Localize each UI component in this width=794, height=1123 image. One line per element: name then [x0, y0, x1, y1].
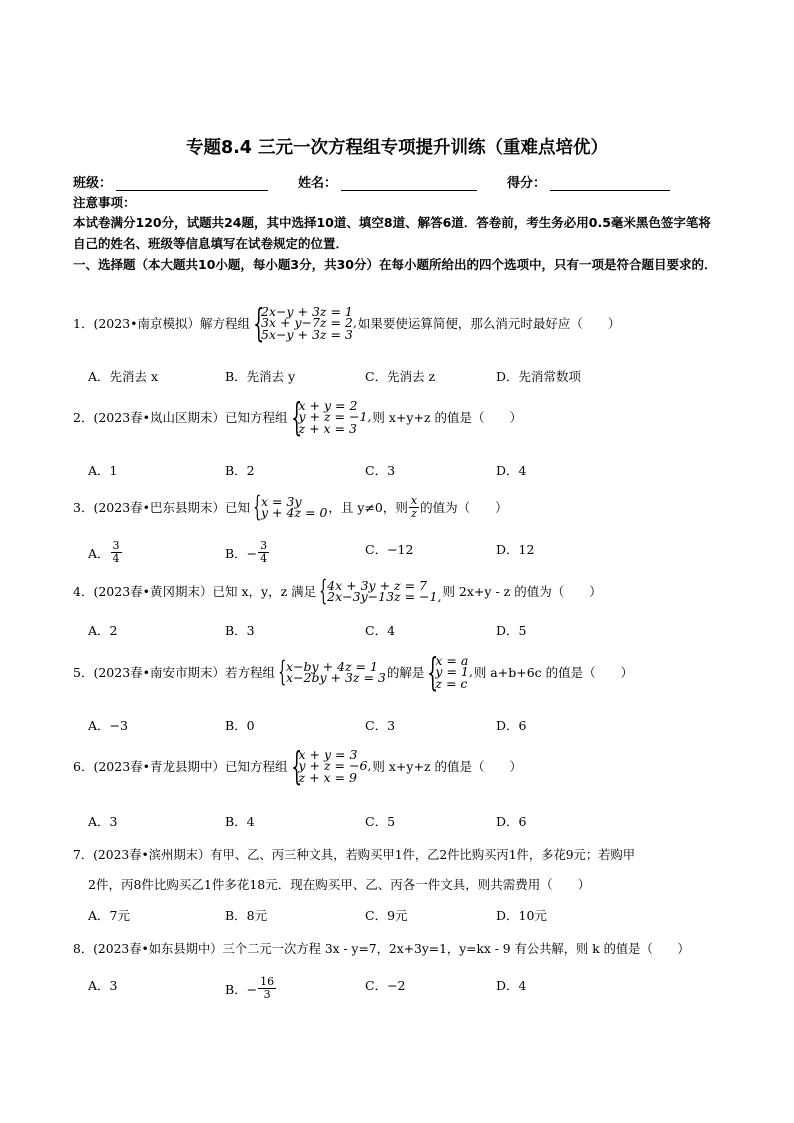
option-a[interactable]: A．先消去 x [88, 369, 159, 384]
question-stem: 6．(2023春•青龙县期中）已知方程组 [73, 759, 288, 774]
fraction-numerator: 3 [112, 539, 120, 552]
student-info-line [73, 172, 723, 192]
score-label: 得分： [507, 176, 547, 191]
equation: 2x−3y−13z = −1, [327, 589, 442, 604]
options-q2 [88, 461, 728, 481]
option-c[interactable]: C．−12 [365, 542, 414, 557]
option-label: A． [88, 545, 110, 561]
option-b[interactable]: B．8元 [225, 908, 268, 923]
fraction [258, 540, 269, 565]
question-tail: 则 x+y+z 的值是（ ） [372, 410, 522, 425]
option-d[interactable]: D．12 [496, 542, 535, 557]
brace-icon: { [253, 490, 262, 523]
option-label: B．− [225, 545, 258, 561]
option-a[interactable] [88, 540, 123, 565]
option-d[interactable]: D．4 [496, 463, 527, 478]
options-q5 [88, 716, 728, 736]
fraction-denominator: 4 [112, 552, 120, 565]
fraction [111, 540, 122, 565]
equation: y + 4z = 0 [261, 505, 328, 520]
question-stem: 1．(2023•南京模拟）解方程组 [73, 316, 251, 331]
equation-system [289, 395, 372, 439]
equation: 3x + y−7z = 2, [261, 315, 357, 331]
option-b[interactable]: B．2 [225, 463, 255, 478]
option-b[interactable]: B．先消去 y [225, 369, 296, 384]
equation: x = 3y [261, 493, 302, 509]
fraction-x-over-z [409, 495, 419, 520]
equation: y + z = −1, [298, 409, 372, 425]
brace-icon: { [427, 650, 439, 694]
option-c[interactable]: C．3 [365, 463, 396, 478]
page-title: 专题8.4 三元一次方程组专项提升训练（重难点培优） [185, 138, 609, 158]
option-a[interactable]: A．3 [88, 814, 118, 829]
option-c[interactable]: C．4 [365, 623, 396, 638]
equation-system [317, 574, 442, 607]
question-tail: 则 x+y+z 的值是（ ） [372, 759, 522, 774]
name-label: 姓名： [298, 176, 338, 191]
question-mid: ，且 y≠0，则 [328, 500, 408, 515]
equation: x + y = 3 [298, 746, 358, 762]
options-q4 [88, 621, 728, 641]
option-a[interactable]: A．2 [88, 623, 118, 638]
notice-heading: 注意事项： [73, 195, 136, 210]
equation: x + y = 2 [298, 397, 358, 413]
equation-system [251, 301, 357, 345]
option-a[interactable]: A．1 [88, 463, 118, 478]
options-q1 [88, 367, 728, 387]
question-3 [73, 490, 733, 523]
fraction-numerator: x [410, 493, 418, 507]
options-q3 [88, 539, 728, 565]
equation: y = 1, [435, 664, 473, 680]
option-d[interactable]: D．5 [496, 623, 527, 638]
option-a[interactable]: A．3 [88, 978, 118, 993]
equation: z = c [435, 675, 468, 691]
question-6 [73, 744, 733, 788]
option-b[interactable]: B．4 [225, 814, 255, 829]
class-label: 班级： [73, 176, 113, 191]
question-stem: 4．(2023春•黄冈期末）已知 x，y，z 满足 [73, 584, 317, 599]
equation: x = a [435, 652, 469, 668]
option-d[interactable]: D．10元 [496, 908, 547, 923]
brace-icon: { [290, 744, 302, 788]
section-heading: 一、选择题（本大题共10小题，每小题3分，共30分）在每小题所给出的四个选项中，只有一项是符合题目要求的． [73, 257, 717, 272]
class-blank[interactable] [116, 176, 268, 191]
option-d[interactable]: D．4 [496, 978, 527, 993]
option-a[interactable]: A．−3 [88, 718, 128, 733]
question-2 [73, 395, 733, 439]
fraction-numerator: 3 [260, 539, 268, 552]
solution-system [425, 650, 473, 694]
question-7-line-2: 2件，丙8件比购买乙1件多花18元．现在购买甲、乙、丙各一件文具，则共需费用（ ） [88, 877, 591, 892]
name-field[interactable] [298, 172, 477, 191]
question-tail: 则 2x+y - z 的值为（ ） [442, 584, 602, 599]
equation: x−2by + 3z = 3 [286, 670, 386, 685]
equation: 2x−y + 3z = 1 [261, 303, 353, 319]
brace-icon: { [253, 301, 265, 345]
brace-icon: { [319, 574, 328, 607]
option-b[interactable]: B．3 [225, 623, 255, 638]
option-b[interactable] [225, 976, 277, 1001]
fraction-denominator: z [411, 506, 417, 520]
question-tail: 则 a+b+6c 的值是（ ） [473, 665, 634, 680]
question-8: 8．(2023春•如东县期中）三个二元一次方程 3x - y=7，2x+3y=1，y=kx - 9 有公共解，则 k 的值是（ ） [73, 942, 690, 956]
name-blank[interactable] [341, 176, 477, 191]
equation-system [276, 655, 386, 688]
brace-icon: { [290, 395, 302, 439]
option-d[interactable]: D．6 [496, 814, 527, 829]
option-b[interactable]: B．0 [225, 718, 255, 733]
equation: 4x + 3y + z = 7 [327, 577, 427, 593]
fraction-denominator: 3 [263, 988, 271, 1001]
question-stem: 3．(2023春•巴东县期末）已知 [73, 500, 251, 515]
brace-icon: { [278, 655, 287, 688]
options-q7 [88, 906, 728, 926]
option-d[interactable]: D．先消常数项 [496, 369, 582, 384]
equation: y + z = −6, [298, 758, 372, 774]
notice-text: 本试卷满分120分，试题共24题，其中选择10道、填空8道、解答6道．答卷前，考生务必用0.5毫米黑色签字笔将自己的姓名、班级等信息填写在试卷规定的位置． [73, 215, 711, 251]
question-stem: 5．(2023春•南安市期末）若方程组 [73, 665, 276, 680]
question-stem: 2．(2023春•岚山区期末）已知方程组 [73, 410, 288, 425]
question-mid: 的解是 [386, 665, 425, 680]
question-tail: 如果要使运算简便，那么消元时最好应（ ） [357, 316, 621, 331]
score-blank[interactable] [550, 176, 670, 191]
equation: 5x−y + 3z = 3 [261, 326, 353, 342]
question-1 [73, 301, 733, 345]
fraction [258, 976, 276, 1001]
score-field[interactable] [507, 172, 670, 191]
question-4 [73, 574, 733, 607]
equation: z + x = 3 [298, 420, 357, 436]
option-c[interactable]: C．−2 [365, 978, 406, 993]
options-q6 [88, 812, 728, 832]
option-a[interactable]: A．7元 [88, 908, 130, 923]
equation: x−by + 4z = 1 [286, 658, 378, 674]
equation-system [289, 744, 372, 788]
class-field[interactable] [73, 172, 268, 191]
equation: z + x = 9 [298, 769, 357, 785]
option-b[interactable] [225, 540, 270, 565]
option-c[interactable]: C．9元 [365, 908, 408, 923]
option-c[interactable]: C．先消去 z [365, 369, 436, 384]
option-label: B．− [225, 981, 258, 997]
fraction-denominator: 4 [260, 552, 268, 565]
question-tail: 的值为（ ） [420, 500, 508, 515]
equation-system [251, 490, 328, 523]
option-c[interactable]: C．5 [365, 814, 396, 829]
question-7-line-1: 7．(2023春•滨州期末）有甲、乙、丙三种文具，若购买甲1件，乙2件比购买丙1件，多花9元；若购甲 [73, 848, 636, 862]
fraction-numerator: 16 [260, 975, 275, 988]
option-c[interactable]: C．3 [365, 718, 396, 733]
question-5 [73, 650, 733, 694]
option-d[interactable]: D．6 [496, 718, 527, 733]
options-q8 [88, 975, 728, 1001]
